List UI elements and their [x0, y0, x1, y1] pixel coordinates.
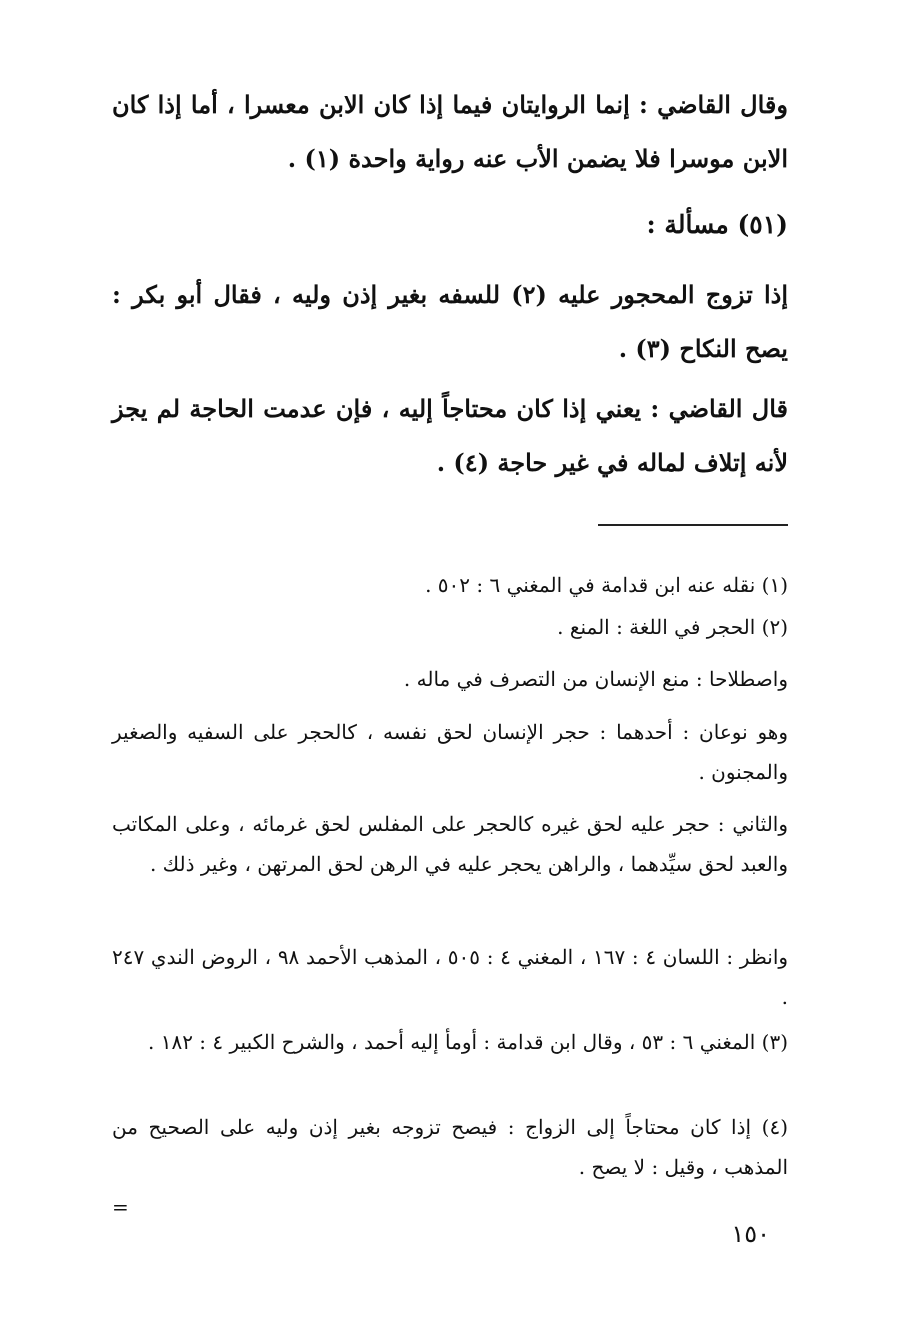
footnote-1: (١) نقله عنه ابن قدامة في المغني ٦ : ٥٠٢ . [425, 573, 788, 597]
page-number: ١٥٠ [731, 1220, 770, 1248]
footnote-3: (٣) المغني ٦ : ٥٣ ، وقال ابن قدامة : أومأ إليه أحمد ، والشرح الكبير ٤ : ١٨٢ . [148, 1030, 788, 1054]
paragraph-qadi-need: قال القاضي : يعني إذا كان محتاجاً إليه ، فإن عدمت الحاجة لم يجز لأنه إتلاف لماله في غير حاجة (٤) . [112, 394, 788, 477]
footnote-2-types: وهو نوعان : أحدهما : حجر الإنسان لحق نفسه ، كالحجر على السفيه والصغير والمجنون . [112, 720, 788, 784]
issue-heading: (٥١) مسألة : [646, 210, 788, 239]
footnote-2-references: وانظر : اللسان ٤ : ١٦٧ ، المغني ٤ : ٥٠٥ ، المذهب الأحمد ٩٨ ، الروض الندي ٢٤٧ . [112, 945, 789, 1009]
footnote-4 [112, 1107, 788, 1219]
footnote-2-definition: واصطلاحا : منع الإنسان من التصرف في ماله . [403, 667, 788, 691]
paragraph-interdicted-marriage: إذا تزوج المحجور عليه (٢) للسفه بغير إذن وليه ، فقال أبو بكر : يصح النكاح (٣) . [112, 280, 788, 363]
paragraph-qadi-narrations: وقال القاضي : إنما الروايتان فيما إذا كان الابن معسرا ، أما إذا كان الابن موسرا فلا يضمن الأب عنه رواية واحدة (١) . [112, 90, 788, 173]
footnote-separator [598, 524, 788, 526]
footnote-4-text: (٤) إذا كان محتاجاً إلى الزواج : فيصح تزوجه بغير إذن وليه على الصحيح من المذهب ، وقيل : لا يصح . [112, 1115, 788, 1179]
continuation-mark: = [112, 1195, 129, 1219]
footnote-2-second-type: والثاني : حجر عليه لحق غيره كالحجر على المفلس لحق غرمائه ، وعلى المكاتب والعبد لحق سيِّدهما ، والراهن يحجر عليه في الرهن لحق المرتهن ، وغير ذلك . [112, 812, 788, 876]
footnote-2: (٢) الحجر في اللغة : المنع . [557, 615, 788, 639]
